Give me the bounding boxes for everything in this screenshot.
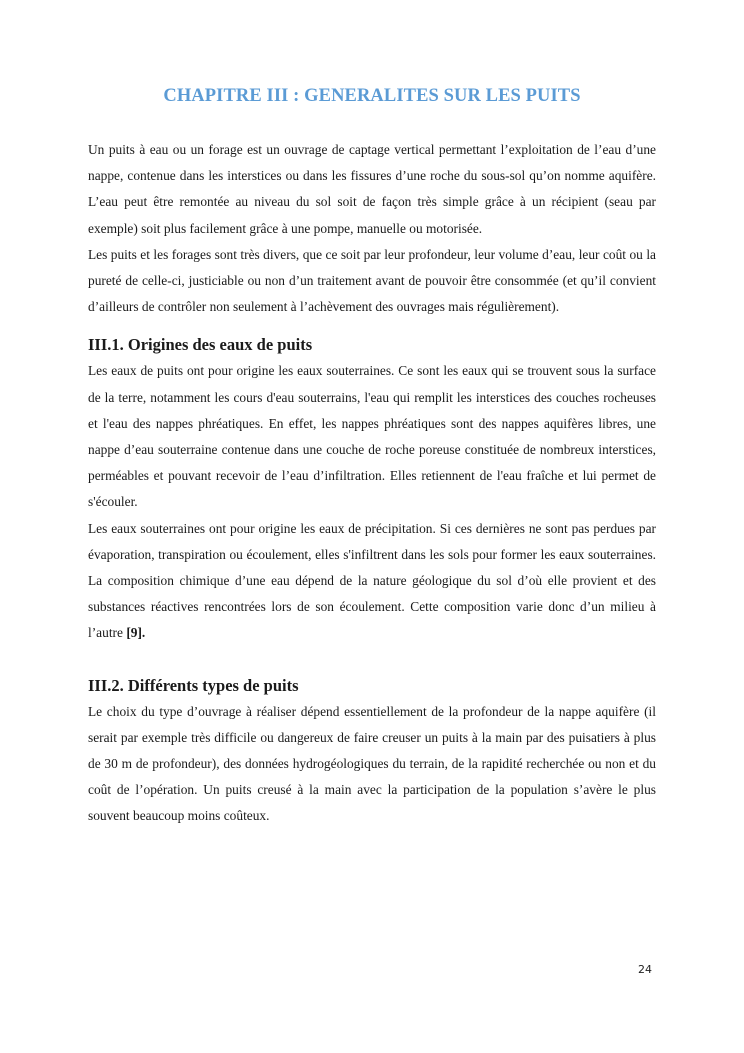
section1-paragraph-2 bbox=[88, 516, 656, 647]
section1-paragraph-1: Les eaux de puits ont pour origine les eaux souterraines. Ce sont les eaux qui se trouvent sous la surface de la terre, notamment les cours d'eau souterrains, l'eau qui remplit les interstices des couches rocheuses et l'eau des nappes phréatiques. En effet, les nappes phréatiques sont des nappes aquifères libres, une nappe d’eau souterraine contenue dans une couche de roche poreuse constituée de nombreux interstices, perméables et pouvant recevoir de l’eau d’infiltration. Elles retiennent de l'eau fraîche et lui permet de s'écouler. bbox=[88, 363, 656, 510]
section-heading-origines: III.1. Origines des eaux de puits bbox=[88, 335, 313, 355]
section1-paragraph-2-text: Les eaux souterraines ont pour origine les eaux de précipitation. Si ces dernières ne sont pas perdues par évaporation, transpiration ou écoulement, elles s'infiltrent dans les sols pour former les eaux souterraines. La composition chimique d’une eau dépend de la nature géologique du sol d’où elle provient et des substances réactives rencontrées lors de son écoulement. Cette composition varie donc d’un milieu à l’autre bbox=[88, 520, 656, 641]
intro-paragraph-1: Un puits à eau ou un forage est un ouvrage de captage vertical permettant l’exploitation de l’eau d’une nappe, contenue dans les interstices ou dans les fissures d’une roche du sous-sol qu’on nomme aquifère. L’eau peut être remontée au niveau du sol soit de façon très simple grâce à un récipient (seau par exemple) soit plus facilement grâce à une pompe, manuelle ou motorisée. bbox=[88, 142, 656, 236]
page-number: 24 bbox=[638, 963, 652, 976]
section2-paragraph-1: Le choix du type d’ouvrage à réaliser dépend essentiellement de la profondeur de la nappe aquifère (il serait par exemple très difficile ou dangereux de faire creuser un puits à la main par des puisatiers à plus de 30 m de profondeur), des données hydrogéologiques du terrain, de la rapidité recherchée ou non et du coût de l’opération. Un puits creusé à la main avec la participation de la population s’avère le plus souvent beaucoup moins coûteux. bbox=[88, 703, 656, 824]
document-page bbox=[88, 86, 656, 830]
intro-paragraph-2: Les puits et les forages sont très divers, que ce soit par leur profondeur, leur volume d’eau, leur coût ou la pureté de celle-ci, justiciable ou non d’un traitement avant de pouvoir être consommée (et qu’il convient d’ailleurs de contrôler non seulement à l’achèvement des ouvrages mais régulièrement). bbox=[88, 246, 656, 315]
chapter-title: CHAPITRE III : GENERALITES SUR LES PUITS bbox=[163, 86, 581, 106]
citation-reference: [9]. bbox=[126, 625, 146, 641]
section-heading-types: III.2. Différents types de puits bbox=[88, 675, 299, 695]
